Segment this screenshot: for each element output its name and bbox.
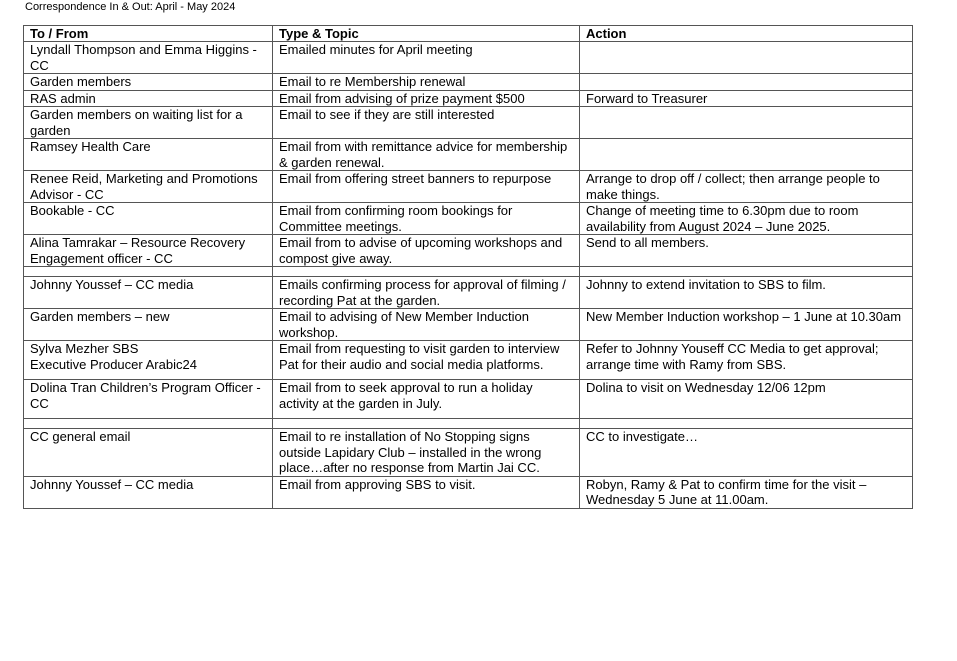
table-row — [24, 476, 913, 508]
cell-type-topic: Email from approving SBS to visit. — [273, 476, 580, 508]
table-row-empty — [24, 267, 913, 277]
cell-type-topic: Email to advising of New Member Induction workshop. — [273, 309, 580, 341]
column-header-action: Action — [580, 26, 913, 42]
table-row — [24, 171, 913, 203]
cell-to-from: Johnny Youssef – CC media — [24, 277, 273, 309]
cell-to-from: Garden members on waiting list for a garden — [24, 107, 273, 139]
cell-action — [580, 74, 913, 91]
table-row — [24, 341, 913, 380]
correspondence-table — [23, 25, 913, 509]
cell-to-from: Sylva Mezher SBS Executive Producer Arabic24 — [24, 341, 273, 380]
cell-action: Johnny to extend invitation to SBS to film. — [580, 277, 913, 309]
cell-type-topic: Email from confirming room bookings for Committee meetings. — [273, 203, 580, 235]
cell-to-from: Johnny Youssef – CC media — [24, 476, 273, 508]
cell-to-from — [24, 267, 273, 277]
cell-action: Arrange to drop off / collect; then arrange people to make things. — [580, 171, 913, 203]
cell-to-from: Dolina Tran Children’s Program Officer - CC — [24, 380, 273, 419]
cell-action — [580, 139, 913, 171]
table-row — [24, 309, 913, 341]
table-row — [24, 74, 913, 91]
cell-type-topic — [273, 419, 580, 429]
cell-to-from — [24, 419, 273, 429]
cell-action: CC to investigate… — [580, 429, 913, 477]
table-row-empty — [24, 419, 913, 429]
cell-type-topic: Email to re installation of No Stopping signs outside Lapidary Club – installed in the wrong place…after no response from Martin Jai CC. — [273, 429, 580, 477]
cell-to-from: CC general email — [24, 429, 273, 477]
table-row — [24, 90, 913, 107]
table-row — [24, 380, 913, 419]
cell-type-topic — [273, 267, 580, 277]
cell-to-from: Bookable - CC — [24, 203, 273, 235]
cell-action: Robyn, Ramy & Pat to confirm time for the visit – Wednesday 5 June at 11.00am. — [580, 476, 913, 508]
table-row — [24, 235, 913, 267]
cell-action: Dolina to visit on Wednesday 12/06 12pm — [580, 380, 913, 419]
cell-type-topic: Email from advising of prize payment $500 — [273, 90, 580, 107]
cell-to-from: RAS admin — [24, 90, 273, 107]
table-row — [24, 203, 913, 235]
cell-to-from: Lyndall Thompson and Emma Higgins - CC — [24, 42, 273, 74]
table-row — [24, 42, 913, 74]
cell-action — [580, 267, 913, 277]
cell-type-topic: Email from with remittance advice for membership & garden renewal. — [273, 139, 580, 171]
table-row — [24, 139, 913, 171]
cell-action — [580, 419, 913, 429]
cell-action: Refer to Johnny Youseff CC Media to get approval; arrange time with Ramy from SBS. — [580, 341, 913, 380]
cell-type-topic: Emailed minutes for April meeting — [273, 42, 580, 74]
cell-to-from: Garden members – new — [24, 309, 273, 341]
cell-type-topic: Email from to advise of upcoming workshops and compost give away. — [273, 235, 580, 267]
table-row — [24, 429, 913, 477]
cell-to-from: Ramsey Health Care — [24, 139, 273, 171]
table-row — [24, 107, 913, 139]
cell-type-topic: Email to see if they are still interested — [273, 107, 580, 139]
cell-to-from: Renee Reid, Marketing and Promotions Advisor - CC — [24, 171, 273, 203]
cell-type-topic: Email to re Membership renewal — [273, 74, 580, 91]
cell-action — [580, 42, 913, 74]
cell-type-topic: Email from requesting to visit garden to interview Pat for their audio and social media platforms. — [273, 341, 580, 380]
cell-action: Forward to Treasurer — [580, 90, 913, 107]
column-header-to-from: To / From — [24, 26, 273, 42]
cell-action — [580, 107, 913, 139]
table-row — [24, 277, 913, 309]
cell-to-from: Alina Tamrakar – Resource Recovery Engagement officer - CC — [24, 235, 273, 267]
column-header-type-topic: Type & Topic — [273, 26, 580, 42]
cell-type-topic: Email from offering street banners to repurpose — [273, 171, 580, 203]
cell-type-topic: Emails confirming process for approval of filming / recording Pat at the garden. — [273, 277, 580, 309]
cell-action: Change of meeting time to 6.30pm due to room availability from August 2024 – June 2025. — [580, 203, 913, 235]
table-header-row — [24, 26, 913, 42]
cell-to-from: Garden members — [24, 74, 273, 91]
document-title: Correspondence In & Out: April - May 2024 — [25, 1, 236, 13]
cell-action: Send to all members. — [580, 235, 913, 267]
cell-action: New Member Induction workshop – 1 June at 10.30am — [580, 309, 913, 341]
cell-type-topic: Email from to seek approval to run a holiday activity at the garden in July. — [273, 380, 580, 419]
